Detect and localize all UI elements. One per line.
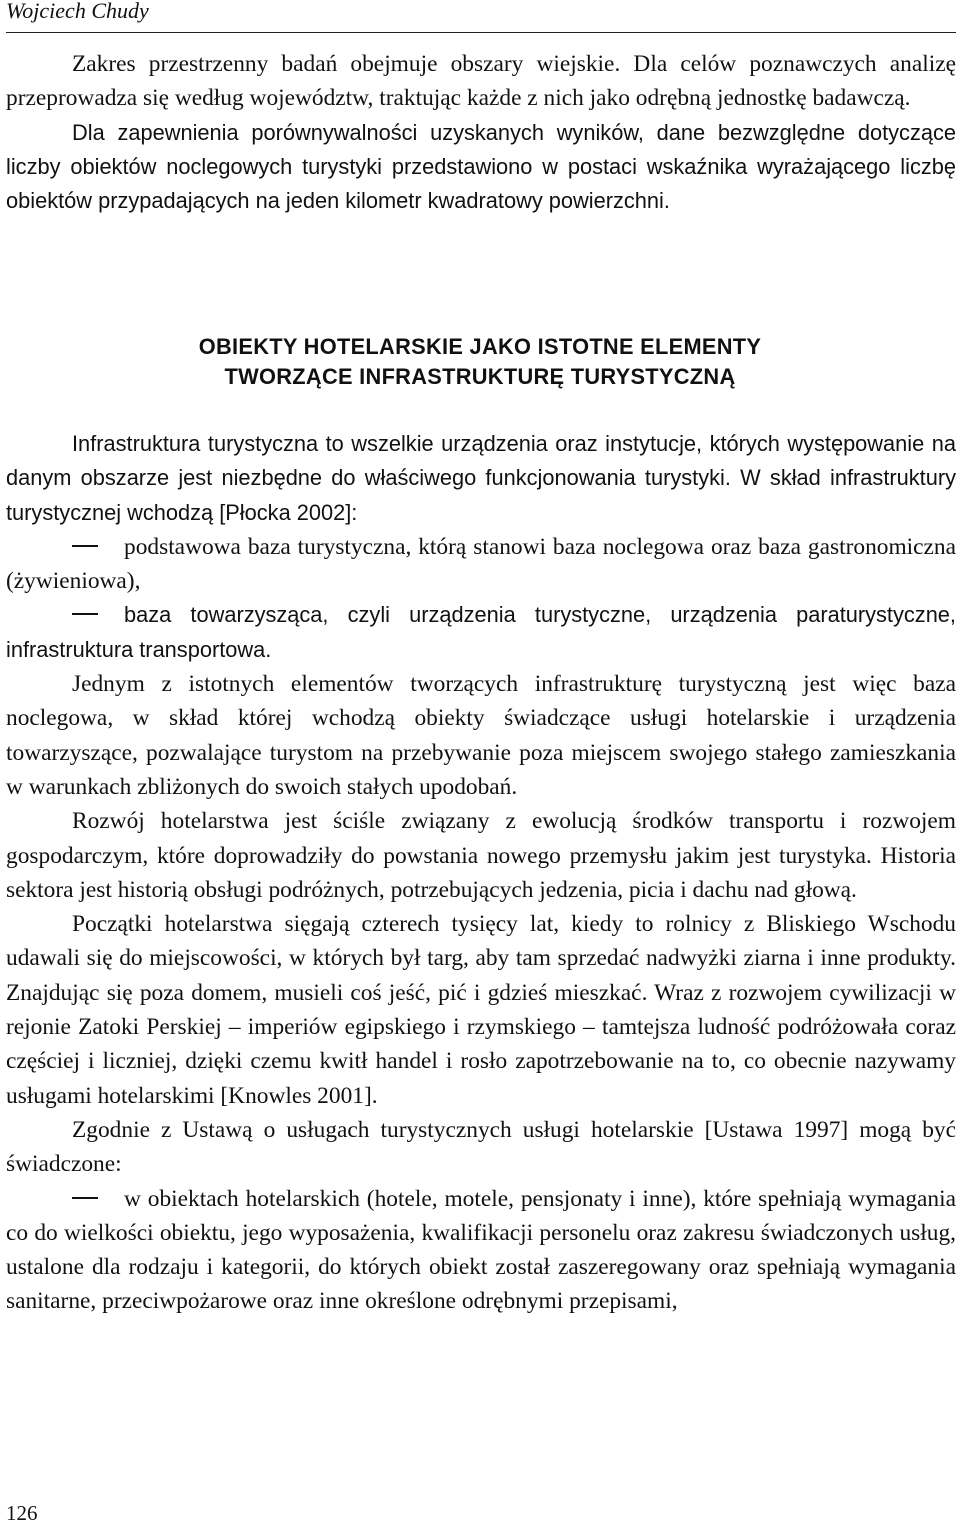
list1-item-2 (6, 598, 956, 667)
paragraph-origins: Początki hotelarstwa sięgają czterech tysięcy lat, kiedy to rolnicy z Bliskiego Wschodu udawali się do miejscowości, w których był targ, aby tam sprzedać nadwyżki ziarna i inne produkty. Znajdując się poza domem, musieli coś jeść, pić i gdzieś mieszkać. Wraz z rozwojem cywilizacji w rejonie Zatoki Perskiej – imperiów egipskiego i rzymskiego – tamtejsza ludność podróżowała coraz częściej i liczniej, dzięki czemu kwitł handel i rosło zapotrzebowanie na to, co obecnie nazywamy usługami hotelarskimi [Knowles 2001]. (6, 911, 956, 1109)
dash-bullet (72, 530, 124, 564)
running-header (6, 0, 956, 33)
header-author: Wojciech Chudy (6, 0, 149, 23)
paragraph-comparability: Dla zapewnienia porównywalności uzyskanych wyników, dane bezwzględne dotyczące liczby obiektów noclegowych turystyki przedstawiono w postaci wskaźnika wyrażającego liczbę obiektów przypadających na jeden kilometr kwadratowy powierzchni. (6, 119, 956, 214)
dash-bullet (72, 1182, 124, 1216)
list1-item-1-text: podstawowa baza turystyczna, którą stanowi baza noclegowa oraz baza gastronomiczna (żywieniowa), (6, 533, 956, 595)
dash-bullet (72, 598, 124, 632)
paragraph-development: Rozwój hotelarstwa jest ściśle związany z ewolucją środków transportu i rozwojem gospodarczym, które doprowadziły do powstania nowego przemysłu jakim jest turystyka. Historia sektora jest historią obsługi podróżnych, potrzebujących jedzenia, picia i dachu nad głową. (6, 808, 956, 903)
page-number: 126 (6, 1501, 38, 1525)
paragraph-scope: Zakres przestrzenny badań obejmuje obszary wiejskie. Dla celów poznawczych analizę przeprowadza się według województw, traktując każde z nich jako odrębną jednostkę badawczą. (6, 51, 956, 112)
body-block (6, 427, 956, 1319)
list1-item-1 (6, 530, 956, 599)
paragraph-act: Zgodnie z Ustawą o usługach turystycznych usługi hotelarskie [Ustawa 1997] mogą być świadczone: (6, 1116, 956, 1178)
paragraph-infrastructure (6, 427, 956, 530)
paragraph-infrastructure-text: Infrastruktura turystyczna to wszelkie urządzenia oraz instytucje, których występowanie na danym obszarze jest niezbędne do właściwego funkcjonowania turystyki. W skład infrastruktury turystycznej wchodzą [Płocka 2002]: (6, 431, 956, 525)
list2-item-1-text: w obiektach hotelarskich (hotele, motele, pensjonaty i inne), które spełniają wymagania co do wielkości obiektu, jego wyposażenia, kwalifikacji personelu oraz zakresu świadczonych usług, ustalone dla rodzaju i kategorii, do których obiekt został zaszeregowany oraz spełniają wymagania sanitarne, przeciwpożarowe oraz inne określone odrębnymi przepisami, (6, 1185, 956, 1315)
paragraph-accommodation: Jednym z istotnych elementów tworzących infrastrukturę turystyczną jest więc baza noclegowa, w skład której wchodzą obiekty świadczące usługi hotelarskie i urządzenia towarzyszące, pozwalające turystom na przebywanie poza miejscem swojego stałego zamieszkania w warunkach zbliżonych do swoich stałych upodobań. (6, 671, 956, 800)
section-heading (0, 332, 960, 392)
list2-item-1 (6, 1182, 956, 1319)
list1-item-2-text: baza towarzysząca, czyli urządzenia turystyczne, urządzenia paraturystyczne, infrastruktura transportowa. (6, 602, 956, 662)
section-heading-line2: TWORZĄCE INFRASTRUKTURĘ TURYSTYCZNĄ (224, 364, 736, 389)
intro-block (6, 47, 956, 218)
section-heading-line1: OBIEKTY HOTELARSKIE JAKO ISTOTNE ELEMENTY (198, 334, 762, 359)
